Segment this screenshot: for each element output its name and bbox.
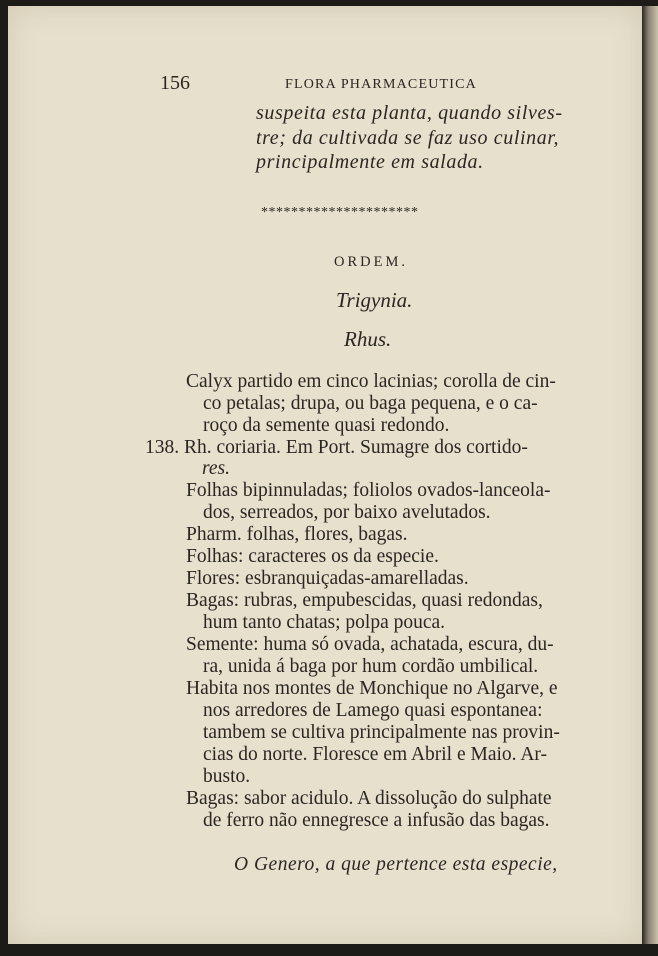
- entry-habita-line-1: Habita nos montes de Monchique no Algarve, e: [186, 678, 558, 699]
- species-name-line-1: Rh. coriaria. Em Port. Sumagre dos cortido-: [184, 437, 528, 458]
- genus-description-line-1: Calyx partido em cinco lacinias; corolla de cin-: [186, 371, 556, 392]
- closing-line: O Genero, a que pertence esta especie,: [234, 854, 558, 875]
- genus-name: Rhus.: [344, 327, 392, 351]
- entry-habita-line-2: nos arredores de Lamego quasi espontanea:: [203, 700, 543, 721]
- entry-semente-line-2: ra, unida á baga por hum cordão umbilical.: [203, 656, 539, 677]
- entry-folhas: Folhas: caracteres os da especie.: [186, 546, 439, 567]
- entry-leaves-line-2: dos, serreados, por baixo avelutados.: [203, 502, 491, 523]
- entry-pharm: Pharm. folhas, flores, bagas.: [186, 524, 408, 545]
- page-edge: [642, 6, 658, 944]
- running-title: FLORA PHARMACEUTICA: [285, 77, 477, 92]
- intro-line-3: principalmente em salada.: [256, 151, 484, 173]
- order-name: Trigynia.: [336, 288, 413, 312]
- page-number: 156: [160, 72, 190, 94]
- entry-habita-line-5: busto.: [203, 766, 251, 787]
- species-name-line-2: res.: [202, 458, 230, 479]
- entry-bagas-taste-line-2: de ferro não ennegresce a infusão das bagas.: [203, 810, 550, 831]
- genus-description-line-3: roço da semente quasi redondo.: [203, 415, 450, 436]
- genus-description-line-2: co petalas; drupa, ou baga pequena, e o ca-: [203, 393, 538, 414]
- entry-habita-line-3: tambem se cultiva principalmente nas provin-: [203, 722, 560, 743]
- intro-line-1: suspeita esta planta, quando silves-: [256, 102, 563, 124]
- order-heading: ORDEM.: [334, 254, 408, 270]
- entry-bagas-taste-line-1: Bagas: sabor acidulo. A dissolução do sulphate: [186, 788, 552, 809]
- entry-semente-line-1: Semente: huma só ovada, achatada, escura, du-: [186, 634, 554, 655]
- entry-bagas-line-2: hum tanto chatas; polpa pouca.: [203, 612, 446, 633]
- book-page: [8, 6, 642, 944]
- entry-habita-line-4: cias do norte. Floresce em Abril e Maio. Ar-: [203, 744, 548, 765]
- entry-bagas-line-1: Bagas: rubras, empubescidas, quasi redondas,: [186, 590, 543, 611]
- species-number: 138.: [145, 437, 180, 458]
- entry-leaves-line-1: Folhas bipinnuladas; foliolos ovados-lanceola-: [186, 480, 551, 501]
- intro-line-2: tre; da cultivada se faz uso culinar,: [256, 127, 560, 149]
- entry-flores: Flores: esbranquiçadas-amarelladas.: [186, 568, 469, 589]
- section-separator: *********************: [261, 205, 419, 220]
